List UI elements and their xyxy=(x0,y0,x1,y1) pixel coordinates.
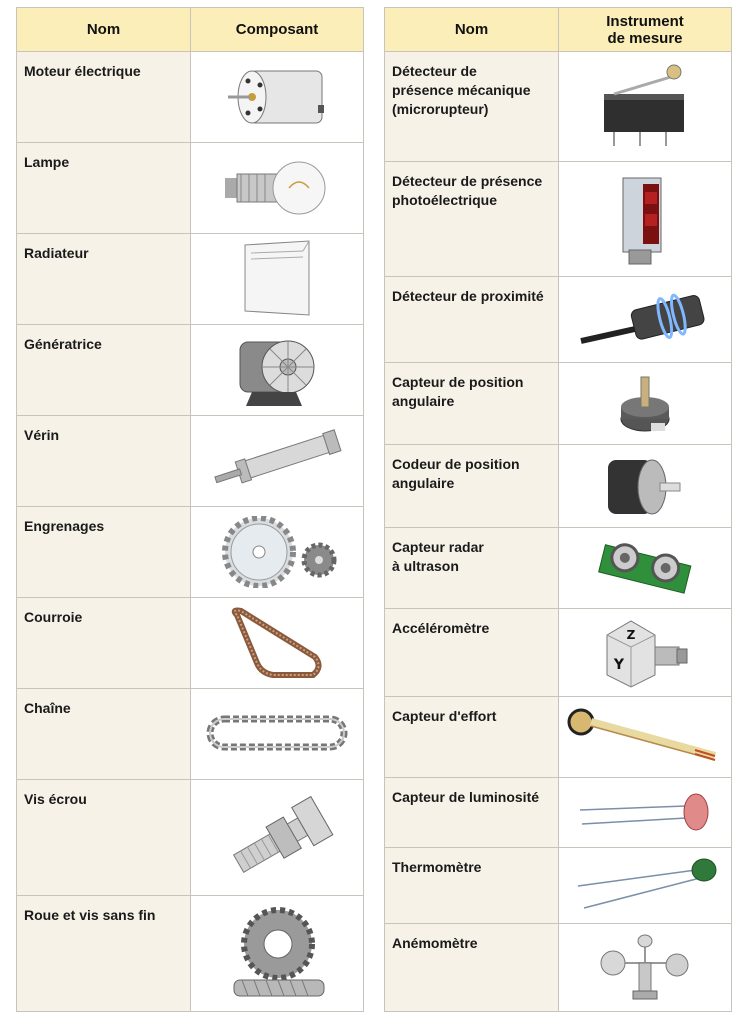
name-line: Détecteur de proximité xyxy=(392,288,544,304)
name-line: angulaire xyxy=(392,475,455,491)
row-name: Roue et vis sans fin xyxy=(17,896,191,1012)
table-row xyxy=(385,609,732,697)
table-row xyxy=(385,697,732,778)
row-name xyxy=(385,778,559,848)
name-line: angulaire xyxy=(392,393,455,409)
row-name: Courroie xyxy=(17,598,191,689)
table-row xyxy=(17,52,364,143)
ultrasonic-sensor-icon xyxy=(559,533,731,603)
table-row xyxy=(17,598,364,689)
accelerometer-icon xyxy=(559,615,731,691)
radiator-icon xyxy=(191,239,363,319)
name-line: Accéléromètre xyxy=(392,620,490,636)
row-name xyxy=(385,924,559,1012)
microswitch-icon xyxy=(559,62,731,152)
bolt-nut-icon xyxy=(191,793,363,883)
name-line: Codeur de position xyxy=(392,456,520,472)
generator-icon xyxy=(191,328,363,412)
table-row xyxy=(385,363,732,445)
name-line: Capteur de luminosité xyxy=(392,789,540,805)
table-row xyxy=(385,52,732,162)
row-name xyxy=(385,609,559,697)
electric-motor-icon xyxy=(191,61,363,133)
row-name: Engrenages xyxy=(17,507,191,598)
svg-text:Y: Y xyxy=(613,656,625,673)
header-component: Composant xyxy=(191,8,364,52)
belt-icon xyxy=(191,605,363,681)
photoelectric-sensor-icon xyxy=(559,170,731,268)
row-name xyxy=(385,162,559,277)
table-row xyxy=(17,507,364,598)
table-row xyxy=(17,143,364,234)
name-line: Détecteur de xyxy=(392,63,477,79)
header-line: Instrument xyxy=(606,12,684,30)
anemometer-icon xyxy=(559,933,731,1003)
row-name xyxy=(385,528,559,609)
name-line: Capteur radar xyxy=(392,539,484,555)
row-name: Lampe xyxy=(17,143,191,234)
row-name xyxy=(385,697,559,778)
table-row xyxy=(385,277,732,363)
table-row xyxy=(17,689,364,780)
table-row xyxy=(385,162,732,277)
worm-gear-icon xyxy=(191,906,363,1002)
row-name xyxy=(385,52,559,162)
components-table xyxy=(16,7,364,1012)
row-name: Moteur électrique xyxy=(17,52,191,143)
table-row xyxy=(385,778,732,848)
row-name: Radiateur xyxy=(17,234,191,325)
svg-text:Z: Z xyxy=(626,627,636,642)
force-sensor-icon xyxy=(559,704,731,770)
potentiometer-icon xyxy=(559,371,731,437)
row-name: Vis écrou xyxy=(17,780,191,896)
thermistor-icon xyxy=(559,856,731,916)
header-line: de mesure xyxy=(607,29,683,47)
name-line: Thermomètre xyxy=(392,859,482,875)
chain-icon xyxy=(191,709,363,759)
row-name xyxy=(385,277,559,363)
instruments-table xyxy=(384,7,732,1012)
table-row xyxy=(385,528,732,609)
name-line: Capteur d'effort xyxy=(392,708,497,724)
name-line: Anémomètre xyxy=(392,935,478,951)
light-sensor-icon xyxy=(559,790,731,836)
lamp-icon xyxy=(191,158,363,218)
table-row xyxy=(17,325,364,416)
header-name: Nom xyxy=(17,8,191,52)
row-name xyxy=(385,363,559,445)
cylinder-icon xyxy=(191,429,363,493)
table-row xyxy=(17,896,364,1012)
proximity-sensor-icon xyxy=(559,285,731,355)
table-row xyxy=(385,924,732,1012)
name-line: Détecteur de présence xyxy=(392,173,543,189)
table-row xyxy=(17,780,364,896)
table-row xyxy=(17,234,364,325)
name-line: photoélectrique xyxy=(392,192,498,208)
table-row xyxy=(385,445,732,528)
table-row xyxy=(17,416,364,507)
name-line: présence mécanique xyxy=(392,82,531,98)
name-line: à ultrason xyxy=(392,558,459,574)
header-name: Nom xyxy=(385,8,559,52)
header-instrument xyxy=(559,8,732,52)
row-name: Génératrice xyxy=(17,325,191,416)
name-line: Capteur de position xyxy=(392,374,524,390)
row-name xyxy=(385,445,559,528)
row-name: Chaîne xyxy=(17,689,191,780)
row-name xyxy=(385,848,559,924)
gears-icon xyxy=(191,516,363,588)
table-row xyxy=(385,848,732,924)
row-name: Vérin xyxy=(17,416,191,507)
name-line: (microrupteur) xyxy=(392,101,489,117)
rotary-encoder-icon xyxy=(559,450,731,522)
